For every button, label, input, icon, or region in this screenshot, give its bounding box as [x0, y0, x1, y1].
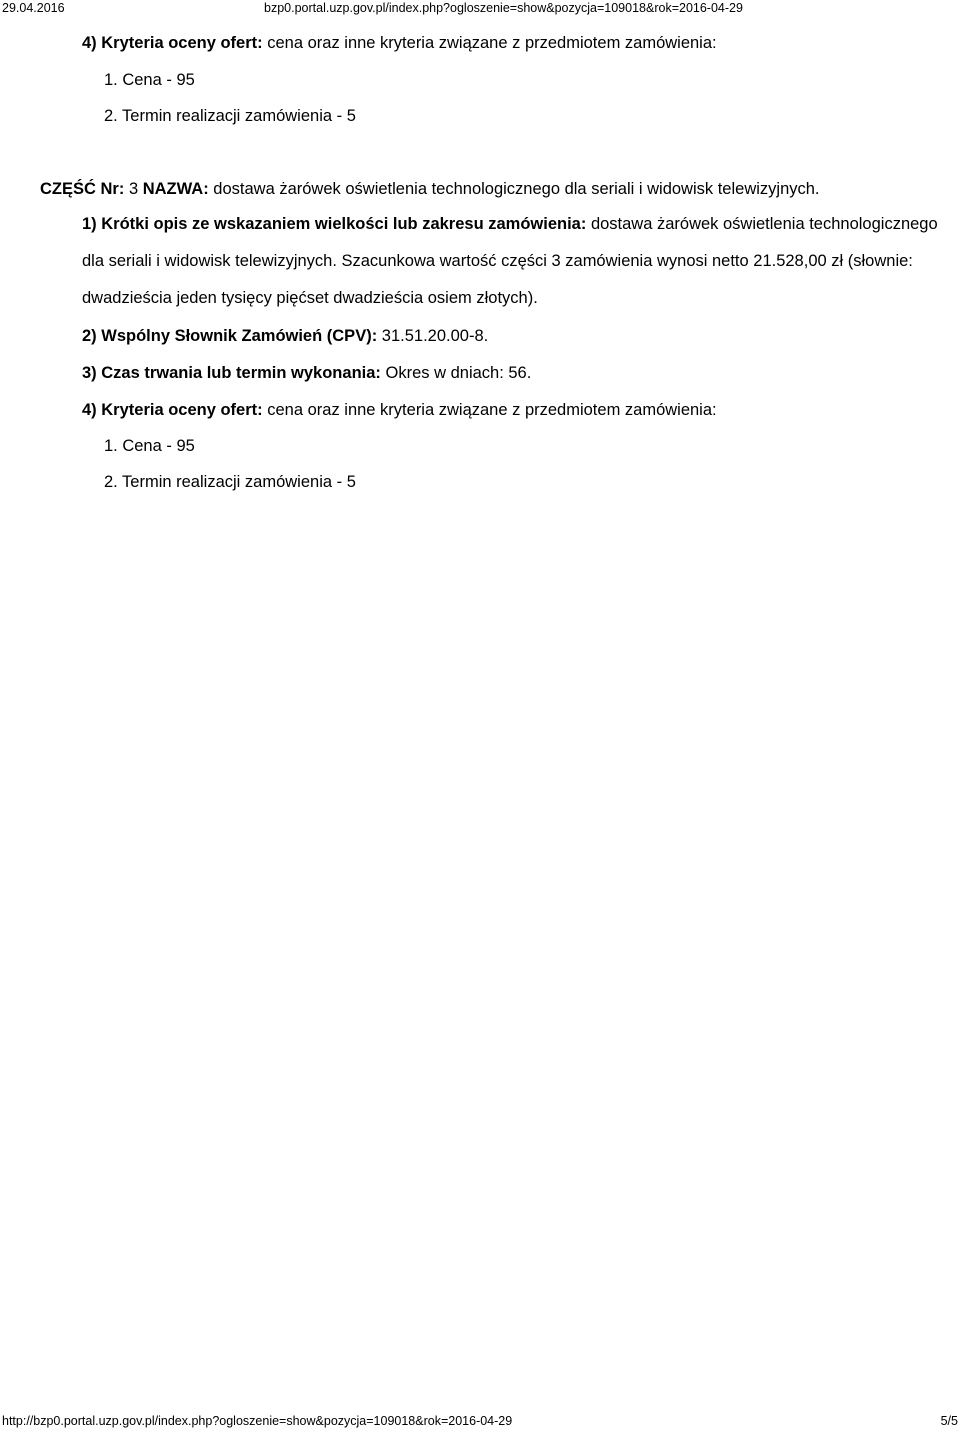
criteria-text: cena oraz inne kryteria związane z przedmiotem zamówienia: — [267, 401, 717, 419]
part-heading — [40, 178, 820, 200]
part-label: CZĘŚĆ Nr: — [40, 180, 125, 198]
short-description-text: dostawa żarówek oświetlenia technologicznego dla seriali i widowisk telewizyjnych. Szacunkowa wartość części 3 zamówienia wynosi netto 21.528,00 zł (słownie: dwadzieścia jeden tysięcy pięćset dwadzieścia osiem złotych). — [82, 215, 938, 307]
criteria-top-label: 4) Kryteria oceny ofert: — [82, 34, 263, 52]
criteria-item-1: 1. Cena - 95 — [104, 437, 195, 455]
print-footer — [0, 1413, 960, 1431]
duration — [82, 362, 531, 384]
criteria-item-2: 2. Termin realizacji zamówienia - 5 — [104, 473, 356, 491]
duration-label: 3) Czas trwania lub termin wykonania: — [82, 364, 381, 382]
duration-text: Okres w dniach: 56. — [385, 364, 532, 382]
print-header — [0, 0, 960, 18]
cpv-code: 31.51.20.00-8. — [381, 327, 489, 345]
short-description — [82, 206, 954, 317]
short-description-label: 1) Krótki opis ze wskazaniem wielkości lub zakresu zamówienia: — [82, 215, 587, 233]
print-footer-url: http://bzp0.portal.uzp.gov.pl/index.php?ogloszenie=show&pozycja=109018&rok=2016-04-29 — [2, 1414, 513, 1428]
part-name-text: dostawa żarówek oświetlenia technologicznego dla seriali i widowisk telewizyjnych. — [213, 180, 820, 198]
part-name-label: NAZWA: — [142, 180, 209, 198]
page-number: 5/5 — [940, 1414, 958, 1428]
criteria — [82, 399, 717, 421]
part-number: 3 — [128, 180, 139, 198]
print-date: 29.04.2016 — [2, 1, 65, 15]
print-header-url: bzp0.portal.uzp.gov.pl/index.php?ogloszenie=show&pozycja=109018&rok=2016-04-29 — [264, 1, 743, 15]
cpv — [82, 325, 488, 347]
criteria-top-text: cena oraz inne kryteria związane z przedmiotem zamówienia: — [267, 34, 717, 52]
criteria-label: 4) Kryteria oceny ofert: — [82, 401, 263, 419]
criteria-top — [82, 32, 717, 54]
criteria-top-item-1: 1. Cena - 95 — [104, 71, 195, 89]
cpv-label: 2) Wspólny Słownik Zamówień (CPV): — [82, 327, 378, 345]
criteria-top-item-2: 2. Termin realizacji zamówienia - 5 — [104, 107, 356, 125]
